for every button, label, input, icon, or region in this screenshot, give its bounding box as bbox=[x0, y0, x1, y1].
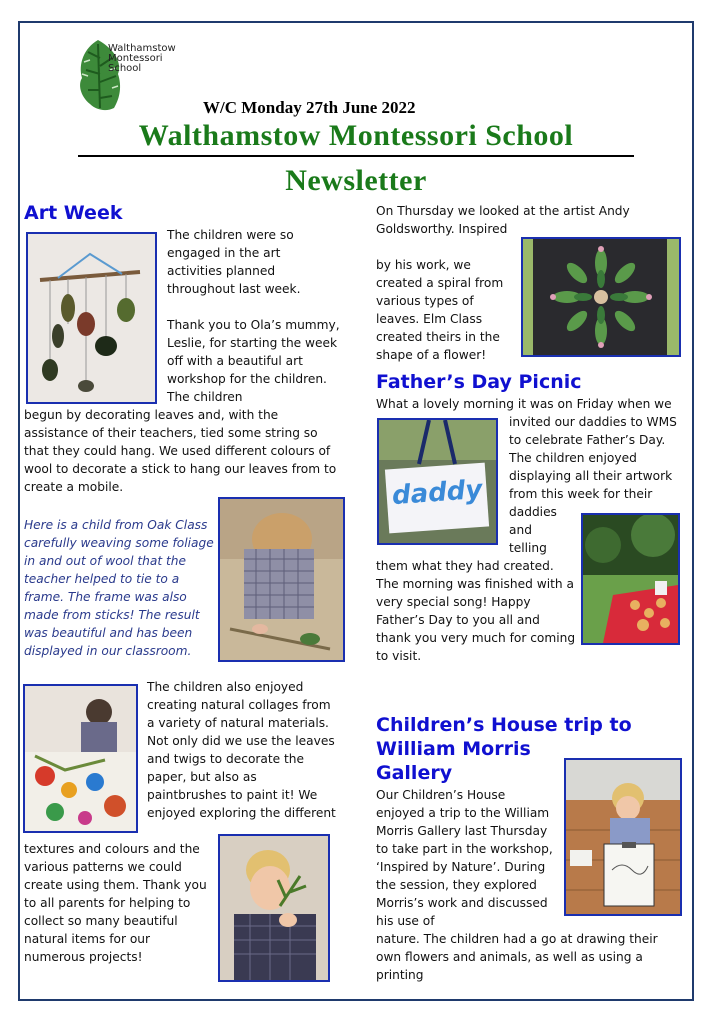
logo-line-1: Walthamstow bbox=[108, 43, 176, 54]
leaf-mobile-photo bbox=[26, 232, 157, 404]
fathers-day-and: and bbox=[509, 523, 532, 537]
collage-photo bbox=[23, 684, 138, 833]
fathers-day-daddies: daddies bbox=[509, 505, 557, 519]
drawing-photo bbox=[564, 758, 682, 916]
art-week-intro: The children were so engaged in the art activities planned throughout last week. bbox=[167, 228, 301, 296]
art-week-mobile: begun by decorating leaves and, with the assistance of their teachers, tied some string so that they could hang. We used different colours of wool to decorate a stick to hang our leaves from to create a mobile. bbox=[24, 408, 337, 494]
trip-heading-line-1: Children’s House trip to bbox=[376, 714, 632, 736]
picnic-photo bbox=[581, 513, 680, 645]
title-underline bbox=[78, 155, 634, 157]
goldsworthy-intro: On Thursday we looked at the artist Andy Goldsworthy. Inspired bbox=[376, 204, 630, 236]
logo-line-2: Montessori bbox=[108, 53, 163, 64]
trip-heading-line-3: Gallery bbox=[376, 762, 453, 784]
fathers-day-heading: Father’s Day Picnic bbox=[376, 371, 582, 393]
trip-text: Our Children’s House enjoyed a trip to the William Morris Gallery last Thursday to take part in the workshop, ‘Inspired by Nature’. During the session, they explored Morris’s work and discussed his use of bbox=[376, 788, 553, 928]
child-twig-photo bbox=[218, 834, 330, 982]
logo-name bbox=[108, 44, 176, 74]
logo-line-3: School bbox=[108, 63, 142, 74]
fathers-day-invite: invited our daddies to WMS to celebrate Father’s Day. The children enjoyed displaying all their artwork from this week for their bbox=[509, 415, 677, 501]
collage-text: The children also enjoyed creating natural collages from a variety of natural materials. Not only did we use the leaves and twigs to decorate the paper, but also as paintbrushes to paint it! We enjoyed exploring the different bbox=[147, 680, 336, 820]
week-commencing-date: W/C Monday 27th June 2022 bbox=[203, 98, 416, 117]
trip-text-continued: nature. The children had a go at drawing their own flowers and animals, as well as using a printing bbox=[376, 932, 658, 982]
trip-heading-line-2: William Morris bbox=[376, 738, 531, 760]
fathers-day-telling: telling bbox=[509, 541, 547, 555]
daddy-sign-text: daddy bbox=[391, 474, 484, 512]
goldsworthy-spiral: by his work, we created a spiral from various types of leaves. Elm Class created theirs in the shape of a flower! bbox=[376, 258, 504, 362]
leaf-spiral-photo bbox=[521, 237, 681, 357]
fathers-day-closing: them what they had created. The morning was finished with a very special song! Happy Father’s Day to you all and thank you very much for coming to visit. bbox=[376, 559, 576, 663]
art-week-heading: Art Week bbox=[24, 202, 123, 224]
school-title: Walthamstow Montessori School bbox=[138, 119, 574, 152]
art-week-thanks: Thank you to Ola’s mummy, Leslie, for starting the week off with a beautiful art workshop for the children. The children bbox=[167, 318, 340, 404]
weaving-caption: Here is a child from Oak Class carefully weaving some foliage in and out of wool that the teacher helped to tie to a frame. The frame was also made from sticks! The result was beautiful and has been displayed in our classroom. bbox=[24, 518, 214, 658]
collage-thanks: textures and colours and the various patterns we could create using them. Thank you to all parents for helping to collect so many beautiful natural items for our numerous projects! bbox=[24, 842, 207, 964]
fathers-day-opening: What a lovely morning it was on Friday when we bbox=[376, 397, 672, 411]
newsletter-title: Newsletter bbox=[285, 164, 427, 197]
weaving-photo bbox=[218, 497, 345, 662]
